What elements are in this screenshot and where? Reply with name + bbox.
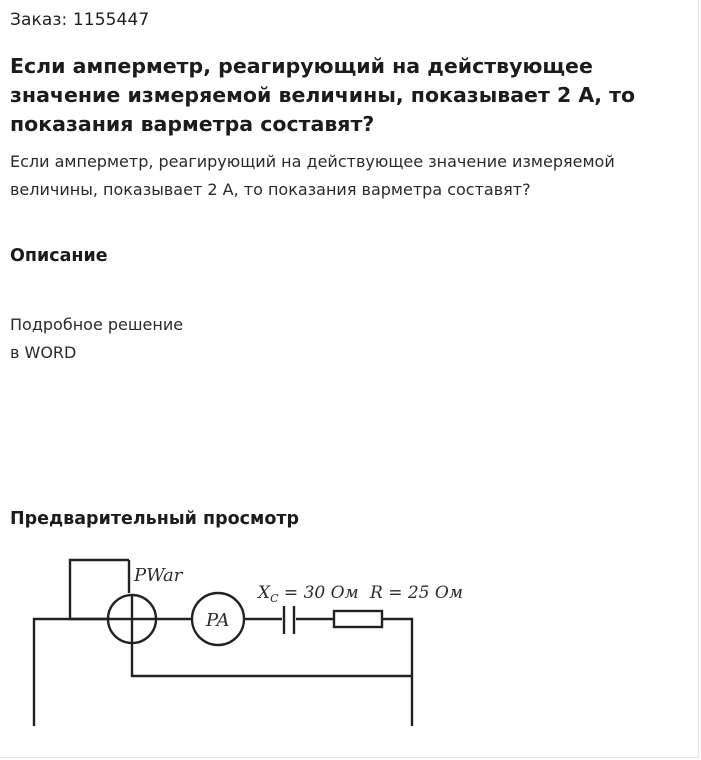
capacitor-label xyxy=(256,583,359,605)
order-number: Заказ: 1155447 xyxy=(10,10,150,30)
wattmeter-label: PWar xyxy=(134,565,183,586)
page-title: Если амперметр, реагирующий на действующее значение измеряемой величины, показывает 2 А, то показания варметра составят? xyxy=(10,54,636,136)
description-heading: Описание xyxy=(10,246,108,266)
question-text: Если амперметр, реагирующий на действующее значение измеряемой величины, показывает 2 А, то показания варметра составят? xyxy=(10,152,615,199)
capacitor-symbol xyxy=(284,606,294,634)
wattmeter-voltage-loop xyxy=(70,560,129,619)
description-text xyxy=(10,311,183,367)
right-supply-line xyxy=(382,619,412,726)
circuit-diagram-preview xyxy=(20,548,480,748)
resistor-symbol xyxy=(334,611,382,627)
description-line-1: Подробное решение xyxy=(10,315,184,334)
ammeter-label: PA xyxy=(206,610,230,631)
description-line-2: в WORD xyxy=(10,343,77,362)
return-line xyxy=(132,643,412,676)
preview-heading: Предварительный просмотр xyxy=(10,509,300,529)
capacitor-label-symbol: X xyxy=(258,583,271,603)
circuit-diagram xyxy=(20,548,480,748)
capacitor-label-value: = 30 Ом xyxy=(278,583,359,603)
left-supply-line xyxy=(34,619,110,726)
resistor-label: R = 25 Ом xyxy=(370,583,463,603)
capacitor-label-sub: C xyxy=(270,592,279,605)
